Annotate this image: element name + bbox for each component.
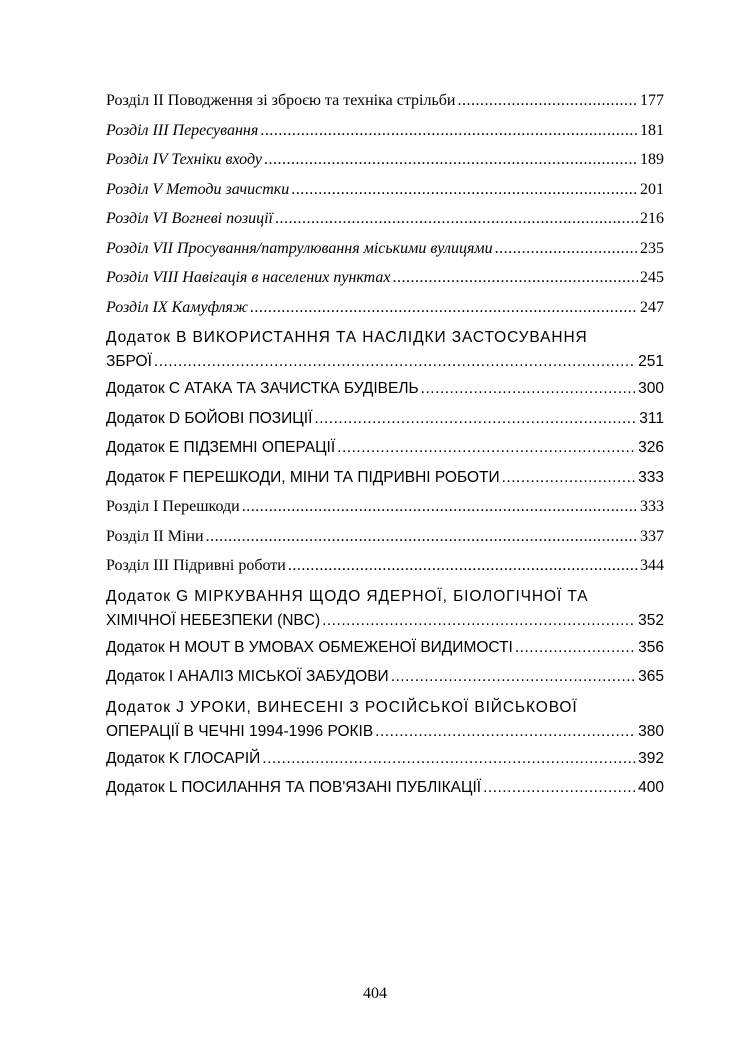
toc-entry-line <box>106 374 664 404</box>
toc-entry-page-number: 311 <box>639 409 664 427</box>
toc-entry-line <box>106 773 664 803</box>
page-number: 404 <box>363 985 387 1002</box>
dot-leader <box>457 86 638 116</box>
dot-leader <box>375 720 636 744</box>
toc-entry-line <box>106 116 664 146</box>
toc-entry-page-number: 352 <box>638 611 664 629</box>
toc-entry-title: Додаток D БОЙОВІ ПОЗИЦІЇ <box>106 409 313 427</box>
toc-entry[interactable] <box>106 374 664 404</box>
toc-entry-line <box>106 463 664 493</box>
toc-entry-line <box>106 492 664 522</box>
toc-entry[interactable] <box>106 263 664 293</box>
dot-leader <box>391 662 636 692</box>
toc-entry-title: Розділ VI Вогневі позиції <box>106 210 273 227</box>
dot-leader <box>483 773 636 803</box>
toc-entry-title: Розділ VIII Навігація в населених пунктах <box>106 269 391 286</box>
table-of-contents <box>106 86 664 803</box>
toc-entry-page-number: 216 <box>640 210 664 227</box>
toc-entry-title: Розділ III Пересування <box>106 121 259 139</box>
toc-entry-title: Розділ IV Техніки входу <box>106 151 262 168</box>
dot-leader <box>260 116 638 146</box>
dot-leader <box>291 175 638 205</box>
toc-entry-page-number: 245 <box>640 269 664 286</box>
toc-entry[interactable] <box>106 744 664 774</box>
toc-entry-page-number: 333 <box>638 468 664 486</box>
toc-entry-line <box>106 633 664 663</box>
toc-entry-line <box>106 263 664 293</box>
toc-entry[interactable] <box>106 234 664 264</box>
toc-entry[interactable] <box>106 175 664 205</box>
toc-entry[interactable] <box>106 522 664 552</box>
toc-entry-title: Додаток H MOUT В УМОВАХ ОБМЕЖЕНОЇ ВИДИМОСТІ <box>106 638 513 656</box>
toc-entry-line <box>106 404 664 434</box>
toc-entry-line <box>106 350 664 374</box>
toc-entry-line <box>106 293 664 323</box>
dot-leader <box>515 633 636 663</box>
toc-entry[interactable] <box>106 404 664 434</box>
toc-entry[interactable] <box>106 633 664 663</box>
toc-entry-title: Додаток I АНАЛІЗ МІСЬКОЇ ЗАБУДОВИ <box>106 668 389 685</box>
toc-entry-page-number: 247 <box>640 298 664 316</box>
dot-leader <box>495 234 638 264</box>
dot-leader <box>337 433 636 463</box>
toc-entry-title: Розділ II Поводження зі зброєю та техніка стрільби <box>106 92 456 109</box>
toc-entry-title: ЗБРОЇ <box>106 353 152 370</box>
toc-entry[interactable] <box>106 433 664 463</box>
toc-entry-line <box>106 204 664 234</box>
dot-leader <box>314 404 637 434</box>
toc-entry-title: Додаток K ГЛОСАРІЙ <box>106 749 261 767</box>
toc-entry[interactable] <box>106 145 664 175</box>
toc-entry-page-number: 356 <box>638 638 664 656</box>
toc-entry-page-number: 337 <box>640 527 664 545</box>
dot-leader <box>264 145 638 175</box>
toc-entry-title: ОПЕРАЦІЇ В ЧЕЧНІ 1994-1996 РОКІВ <box>106 722 374 740</box>
toc-entry[interactable] <box>106 86 664 116</box>
dot-leader <box>250 293 638 323</box>
dot-leader <box>154 350 636 374</box>
toc-entry-title: ХІМІЧНОЇ НЕБЕЗПЕКИ (NBC) <box>106 611 321 629</box>
toc-entry-line <box>106 145 664 175</box>
toc-entry[interactable] <box>106 773 664 803</box>
toc-entry-page-number: 344 <box>640 557 664 574</box>
toc-entry-title: Розділ I Перешкоди <box>106 498 240 515</box>
toc-entry-title: Розділ II Міни <box>106 527 204 545</box>
dot-leader <box>421 374 636 404</box>
toc-entry-title: Додаток C АТАКА ТА ЗАЧИСТКА БУДІВЕЛЬ <box>106 380 419 397</box>
toc-entry-line <box>106 234 664 264</box>
dot-leader <box>275 204 638 234</box>
toc-entry-title: Розділ VII Просування/патрулювання міськими вулицями <box>106 239 493 257</box>
toc-entry-page-number: 400 <box>638 779 664 796</box>
toc-entry-line <box>106 175 664 205</box>
toc-entry-page-number: 326 <box>638 439 664 456</box>
toc-entry-line <box>106 551 664 581</box>
toc-entry-page-number: 380 <box>638 722 664 740</box>
toc-entry-page-number: 365 <box>638 668 664 685</box>
toc-entry-line <box>106 86 664 116</box>
toc-entry-page-number: 333 <box>640 498 664 515</box>
toc-entry-line <box>106 720 664 744</box>
dot-leader <box>262 744 636 774</box>
dot-leader <box>393 263 638 293</box>
dot-leader <box>288 551 638 581</box>
toc-entry-title-first-line: Додаток J УРОКИ, ВИНЕСЕНІ З РОСІЙСЬКОЇ ВІЙСЬКОВОЇ <box>106 698 578 716</box>
toc-entry-title: Розділ V Методи зачистки <box>106 180 290 198</box>
toc-entry-page-number: 189 <box>640 151 664 168</box>
toc-entry-page-number: 300 <box>638 380 664 397</box>
toc-entry[interactable] <box>106 463 664 493</box>
toc-entry[interactable] <box>106 293 664 323</box>
toc-entry-page-number: 235 <box>640 239 664 257</box>
dot-leader <box>242 492 638 522</box>
toc-entry[interactable] <box>106 204 664 234</box>
toc-entry[interactable] <box>106 116 664 146</box>
toc-entry-page-number: 392 <box>638 749 664 767</box>
toc-entry-line <box>106 609 664 633</box>
toc-entry-title-first-line: Додаток G МІРКУВАННЯ ЩОДО ЯДЕРНОЇ, БІОЛОГІЧНОЇ ТА <box>106 587 589 605</box>
toc-entry[interactable] <box>106 692 664 744</box>
toc-entry[interactable] <box>106 551 664 581</box>
toc-entry-title: Додаток F ПЕРЕШКОДИ, МІНИ ТА ПІДРИВНІ РОБОТИ <box>106 468 500 486</box>
toc-entry[interactable] <box>106 492 664 522</box>
dot-leader <box>206 522 638 552</box>
toc-entry-page-number: 181 <box>640 121 664 139</box>
toc-entry-page-number: 251 <box>638 353 664 370</box>
toc-entry-title: Додаток L ПОСИЛАННЯ ТА ПОВ'ЯЗАНІ ПУБЛІКАЦІЇ <box>106 779 482 796</box>
toc-entry-line <box>106 662 664 692</box>
toc-entry-title-first-line: Додаток B ВИКОРИСТАННЯ ТА НАСЛІДКИ ЗАСТОСУВАННЯ <box>106 329 588 346</box>
toc-entry-page-number: 201 <box>640 180 664 198</box>
toc-entry[interactable] <box>106 581 664 633</box>
dot-leader <box>322 609 636 633</box>
toc-entry[interactable] <box>106 662 664 692</box>
toc-entry-title: Розділ III Підривні роботи <box>106 557 286 574</box>
toc-entry-title: Додаток E ПІДЗЕМНІ ОПЕРАЦІЇ <box>106 439 336 456</box>
toc-entry-line <box>106 744 664 774</box>
toc-entry-line <box>106 433 664 463</box>
dot-leader <box>502 463 637 493</box>
toc-entry-page-number: 177 <box>640 92 664 109</box>
toc-entry-title: Розділ IX Камуфляж <box>106 298 248 316</box>
toc-entry-line <box>106 522 664 552</box>
toc-entry[interactable] <box>106 322 664 374</box>
